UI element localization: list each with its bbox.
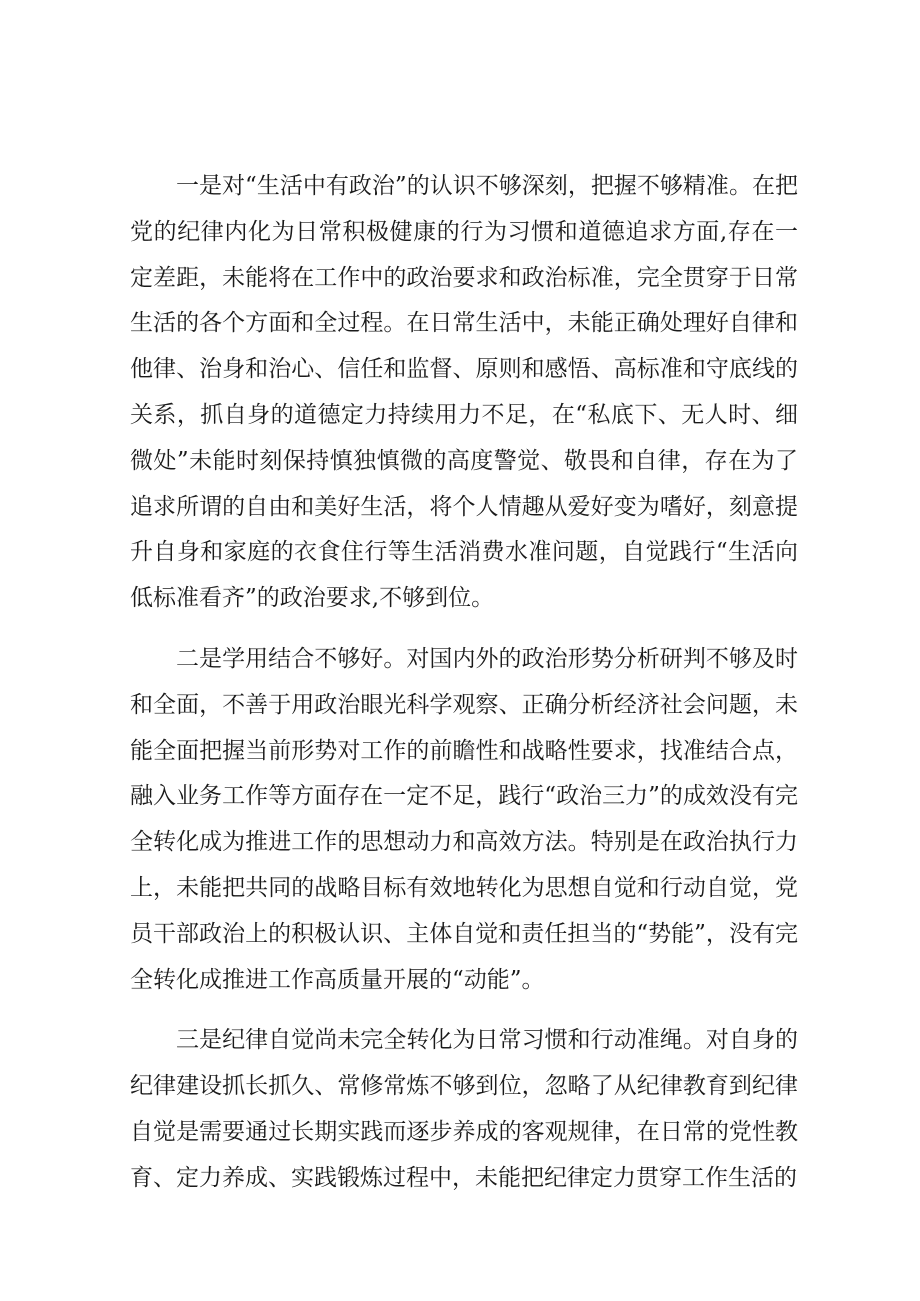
- document-body: [130, 164, 798, 1217]
- paragraph-3: 三是纪律自觉尚未完全转化为日常习惯和行动准绳。对自身的纪律建设抓长抓久、常修常炼不够到位，忽略了从纪律教育到纪律自觉是需要通过长期实践而逐步养成的客观规律，在日常的党性教育、定力养成、实践锻炼过程中，未能把纪律定力贯穿工作生活的: [130, 1027, 798, 1191]
- paragraph-1: 一是对“生活中有政治”的认识不够深刻，把握不够精准。在把党的纪律内化为日常积极健康的行为习惯和道德追求方面,存在一定差距，未能将在工作中的政治要求和政治标准，完全贯穿于日常生活的各个方面和全过程。在日常生活中，未能正确处理好自律和他律、治身和治心、信任和监督、原则和感悟、高标准和守底线的关系，抓自身的道德定力持续用力不足，在“私底下、无人时、细微处”未能时刻保持慎独慎微的高度警觉、敬畏和自律，存在为了追求所谓的自由和美好生活，将个人情趣从爱好变为嗜好，刻意提升自身和家庭的衣食住行等生活消费水准问题，自觉践行“生活向低标准看齐”的政治要求,不够到位。: [130, 173, 798, 612]
- paragraph-2: 二是学用结合不够好。对国内外的政治形势分析研判不够及时和全面，不善于用政治眼光科学观察、正确分析经济社会问题，未能全面把握当前形势对工作的前瞻性和战略性要求，找准结合点，融入业务工作等方面存在一定不足，践行“政治三力”的成效没有完全转化成为推进工作的思想动力和高效方法。特别是在政治执行力上，未能把共同的战略目标有效地转化为思想自觉和行动自觉，党员干部政治上的积极认识、主体自觉和责任担当的“势能”，没有完全转化成推进工作高质量开展的“动能”。: [130, 645, 798, 993]
